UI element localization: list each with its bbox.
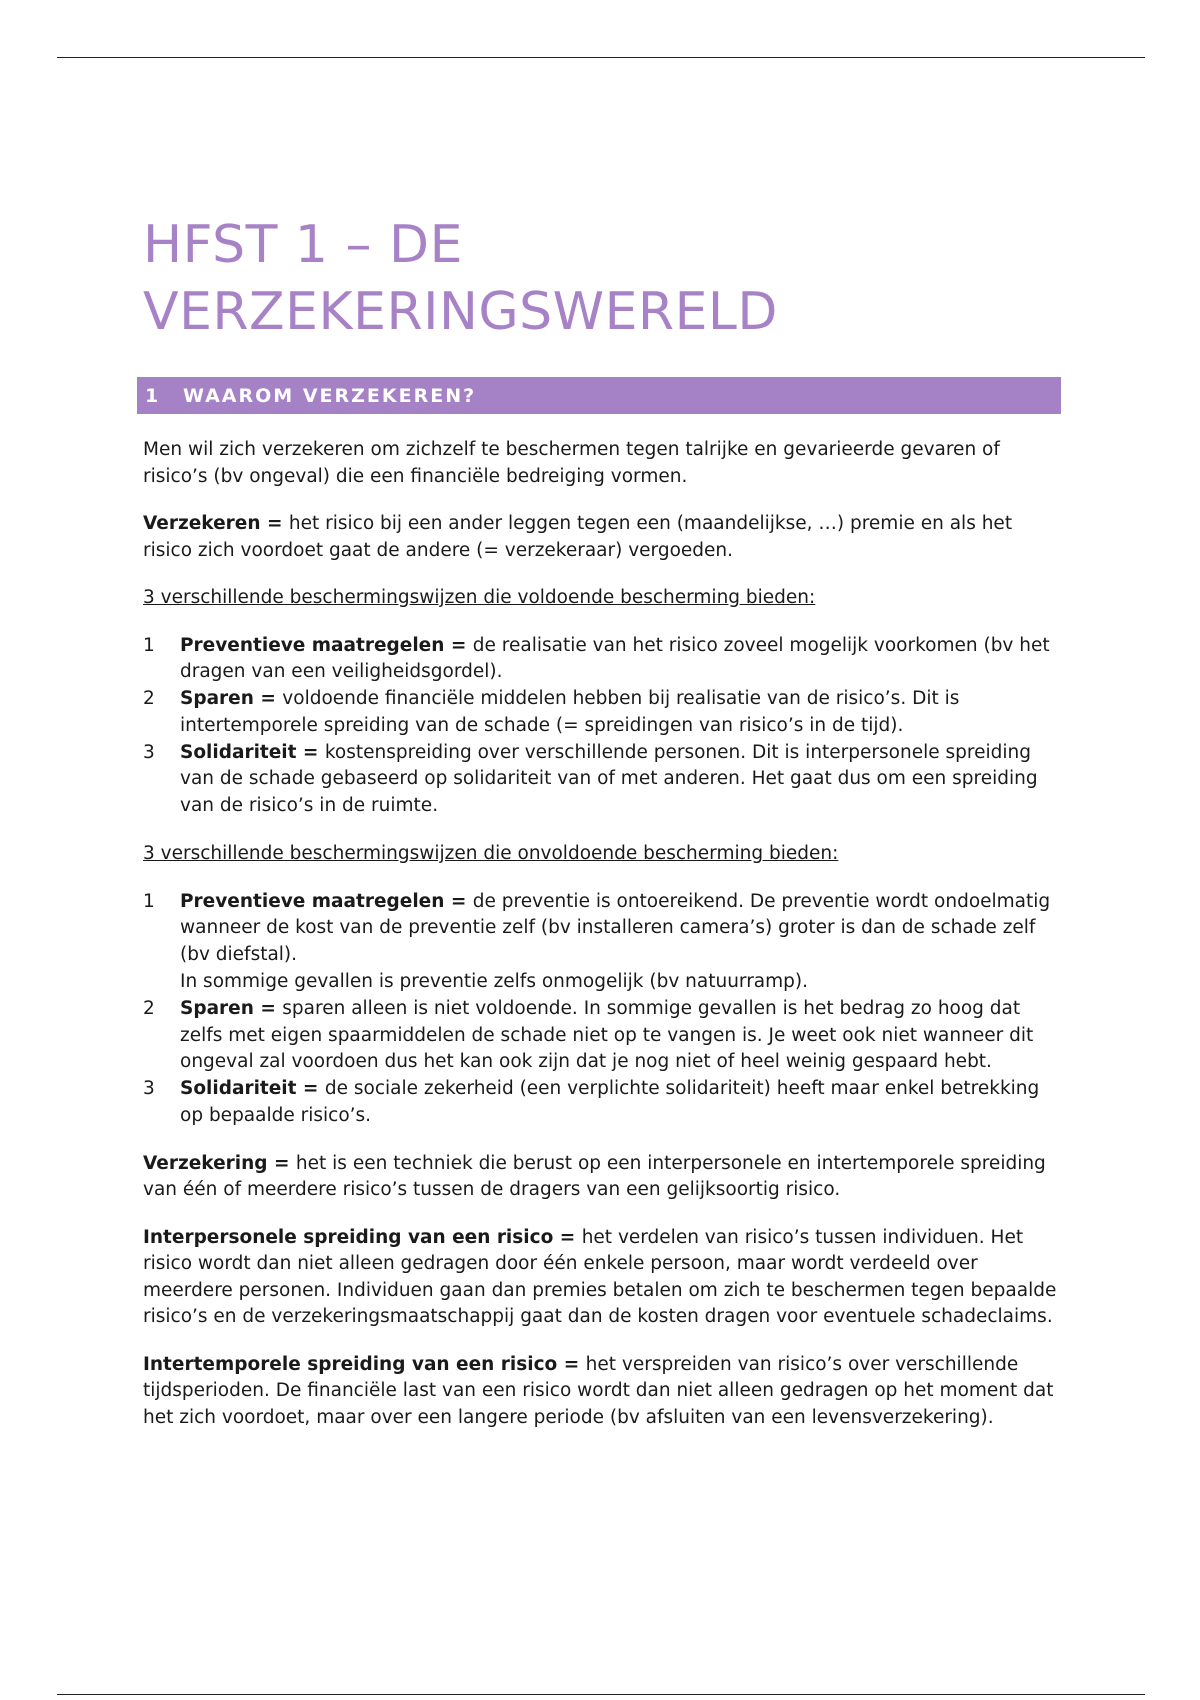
definition-text: het is een techniek die berust op een interpersonele en intertemporele spreiding van één of meerdere risico’s tussen de dragers van een gelijksoortig risico. [143,1152,1046,1201]
chapter-title [143,212,1063,346]
definition-separator: = [260,513,289,534]
intro-paragraph: Men wil zich verzekeren om zichzelf te beschermen tegen talrijke en gevarieerde gevaren of risico’s (bv ongeval) die een financiële bedreiging vormen. [143,439,1000,487]
list-item-term: Sparen [180,997,254,1019]
list-item [143,740,1063,820]
definition-text: het verspreiden van risico’s over verschillende tijdsperioden. De financiële last van een risico wordt dan niet alleen gedragen op het moment dat het zich voordoet, maar over een langere periode (bv afsluiten van een levensverzekering). [143,1353,1054,1428]
list-item-number: 2 [143,997,155,1019]
definition-term: Verzekeren [143,513,261,534]
chapter-title-line-2: VERZEKERINGSWERELD [143,282,778,342]
chapter-title-line-1: HFST 1 – DE [143,215,463,275]
definition-verzekering [143,1151,1063,1204]
list-item-number: 1 [143,634,155,656]
list-item [143,996,1063,1076]
list-item-separator: = [444,890,473,912]
section-title: WAAROM VERZEKEREN? [183,384,477,407]
list-item-extra-text: In sommige gevallen is preventie zelfs onmogelijk (bv natuurramp). [180,970,809,992]
section-heading [137,377,1061,414]
list-item-separator: = [296,1078,325,1100]
list-heading-sufficient: 3 verschillende beschermingswijzen die voldoende bescherming bieden: [143,587,816,608]
list-sufficient-protection [143,633,1063,821]
definition-separator: = [267,1152,296,1174]
list-item-term: Sparen [180,688,254,710]
definition-text: het verdelen van risico’s tussen individuen. Het risico wordt dan niet alleen gedragen door één enkele persoon, maar wordt verdeeld over meerdere personen. Individuen gaan dan premies betalen om zich te beschermen tegen bepaalde risico’s en de verzekeringsmaatschappij gaat dan de kosten dragen voor eventuele schadeclaims. [143,1226,1057,1328]
list-item-separator: = [444,634,473,656]
definition-text: het risico bij een ander leggen tegen een (maandelijkse, …) premie en als het risico zich voordoet gaat de andere (= verzekeraar) vergoeden. [143,513,1013,561]
list-item-separator: = [296,741,325,763]
header-rule [57,57,1145,58]
definition-verzekeren [143,511,1063,564]
list-heading-insufficient: 3 verschillende beschermingswijzen die onvoldoende bescherming bieden: [143,843,839,865]
list-item-number: 3 [143,1078,155,1100]
footer-rule [57,1694,1145,1695]
list-item-text: sparen alleen is niet voldoende. In sommige gevallen is het bedrag zo hoog dat zelfs met eigen spaarmiddelen de schade niet op te vangen is. Je weet ook niet wanneer dit ongeval zal voordoen dus het kan ook zijn dat je nog niet of heel weinig gespaard hebt. [180,997,1034,1073]
list-item [143,686,1063,740]
list-item-text: kostenspreiding over verschillende personen. Dit is interpersonele spreiding van de schade gebaseerd op solidariteit van of met anderen. Het gaat dus om een spreiding van de risico’s in de ruimte. [180,741,1038,817]
definition-term: Interpersonele spreiding van een risico [143,1226,554,1248]
list-item-term: Preventieve maatregelen [180,890,445,912]
list-item-text: de realisatie van het risico zoveel mogelijk voorkomen (bv het dragen van een veiligheidsgordel). [180,634,1050,683]
list-item-term: Solidariteit [180,741,297,763]
section-number: 1 [145,384,161,407]
definition-intertemporele-spreiding [143,1352,1063,1432]
list-item [143,1076,1063,1130]
list-item-separator: = [253,997,283,1019]
list-item [143,633,1063,687]
definition-separator: = [553,1226,582,1248]
list-insufficient-protection [143,889,1063,1130]
definition-term: Verzekering [143,1152,268,1174]
list-item-text: de sociale zekerheid (een verplichte solidariteit) heeft maar enkel betrekking op bepaalde risico’s. [180,1078,1040,1126]
list-item-number: 3 [143,741,155,763]
definition-term: Intertemporele spreiding van een risico [143,1353,558,1375]
page-content [143,212,1063,1431]
list-item-term: Preventieve maatregelen [180,634,445,656]
list-item [143,889,1063,996]
list-item-term: Solidariteit [180,1078,297,1100]
list-item-separator: = [253,688,283,710]
definition-interpersonele-spreiding [143,1225,1063,1331]
list-item-text: de preventie is ontoereikend. De preventie wordt ondoelmatig wanneer de kost van de preventie zelf (bv installeren camera’s) groter is dan de schade zelf (bv diefstal). [180,890,1051,966]
definition-separator: = [557,1353,586,1375]
list-item-number: 1 [143,890,155,912]
list-item-number: 2 [143,688,155,710]
list-item-text: voldoende financiële middelen hebben bij realisatie van de risico’s. Dit is intertemporele spreiding van de schade (= spreidingen van risico’s in de tijd). [180,688,960,736]
